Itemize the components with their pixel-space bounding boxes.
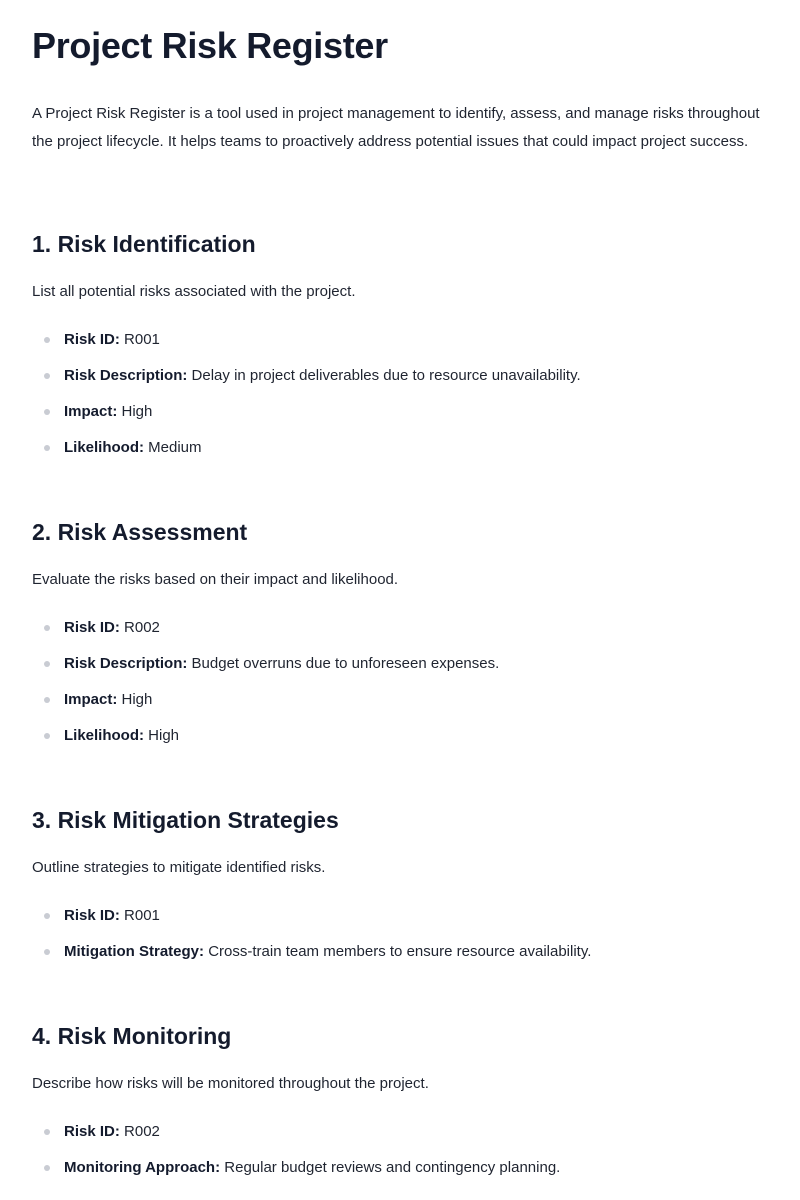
bullet-icon	[44, 733, 50, 739]
field-value: R002	[124, 619, 160, 636]
field-value: R001	[124, 331, 160, 348]
field-label: Risk ID:	[64, 907, 120, 924]
section-heading: 1. Risk Identification	[32, 231, 256, 257]
section-risk-identification	[32, 228, 768, 458]
list-item	[32, 1122, 768, 1142]
field-label: Likelihood:	[64, 439, 144, 456]
bullet-icon	[44, 661, 50, 667]
section-description: List all potential risks associated with the project.	[32, 283, 356, 300]
field-label: Mitigation Strategy:	[64, 943, 205, 960]
field-list	[32, 330, 768, 458]
page-title: Project Risk Register	[32, 25, 388, 66]
field-label: Impact:	[64, 403, 118, 420]
bullet-icon	[44, 1165, 50, 1171]
list-item	[32, 618, 768, 638]
bullet-icon	[44, 697, 50, 703]
section-risk-mitigation	[32, 804, 768, 962]
bullet-icon	[44, 625, 50, 631]
field-value: High	[121, 403, 153, 420]
field-value: Cross-train team members to ensure resource availability.	[208, 943, 592, 960]
field-value: High	[148, 727, 180, 744]
list-item	[32, 726, 768, 746]
bullet-icon	[44, 373, 50, 379]
field-list	[32, 906, 768, 962]
section-risk-monitoring	[32, 1020, 768, 1178]
intro-paragraph: A Project Risk Register is a tool used in project management to identify, assess, and manage risks throughout the project lifecycle. It helps teams to proactively address potential issues that could impact project success.	[32, 105, 760, 150]
list-item	[32, 654, 768, 674]
section-description: Evaluate the risks based on their impact and likelihood.	[32, 571, 399, 588]
bullet-icon	[44, 337, 50, 343]
field-label: Risk ID:	[64, 331, 120, 348]
field-label: Impact:	[64, 691, 118, 708]
field-value: R001	[124, 907, 160, 924]
field-label: Likelihood:	[64, 727, 144, 744]
field-value: Medium	[148, 439, 202, 456]
field-label: Monitoring Approach:	[64, 1159, 221, 1176]
section-heading: 2. Risk Assessment	[32, 519, 248, 545]
section-heading: 3. Risk Mitigation Strategies	[32, 807, 339, 833]
section-risk-assessment	[32, 516, 768, 746]
list-item	[32, 690, 768, 710]
field-label: Risk Description:	[64, 655, 188, 672]
list-item	[32, 942, 768, 962]
section-description: Outline strategies to mitigate identified risks.	[32, 859, 326, 876]
field-list	[32, 1122, 768, 1178]
bullet-icon	[44, 1129, 50, 1135]
field-label: Risk ID:	[64, 1123, 120, 1140]
section-heading: 4. Risk Monitoring	[32, 1023, 232, 1049]
field-value: R002	[124, 1123, 160, 1140]
list-item	[32, 906, 768, 926]
field-label: Risk Description:	[64, 367, 188, 384]
field-value: High	[121, 691, 153, 708]
field-value: Budget overruns due to unforeseen expenses.	[191, 655, 500, 672]
field-label: Risk ID:	[64, 619, 120, 636]
field-value: Regular budget reviews and contingency planning.	[224, 1159, 561, 1176]
bullet-icon	[44, 949, 50, 955]
list-item	[32, 438, 768, 458]
list-item	[32, 330, 768, 350]
list-item	[32, 366, 768, 386]
field-list	[32, 618, 768, 746]
field-value: Delay in project deliverables due to resource unavailability.	[191, 367, 581, 384]
bullet-icon	[44, 409, 50, 415]
bullet-icon	[44, 445, 50, 451]
list-item	[32, 1158, 768, 1178]
section-description: Describe how risks will be monitored throughout the project.	[32, 1075, 429, 1092]
list-item	[32, 402, 768, 422]
bullet-icon	[44, 913, 50, 919]
